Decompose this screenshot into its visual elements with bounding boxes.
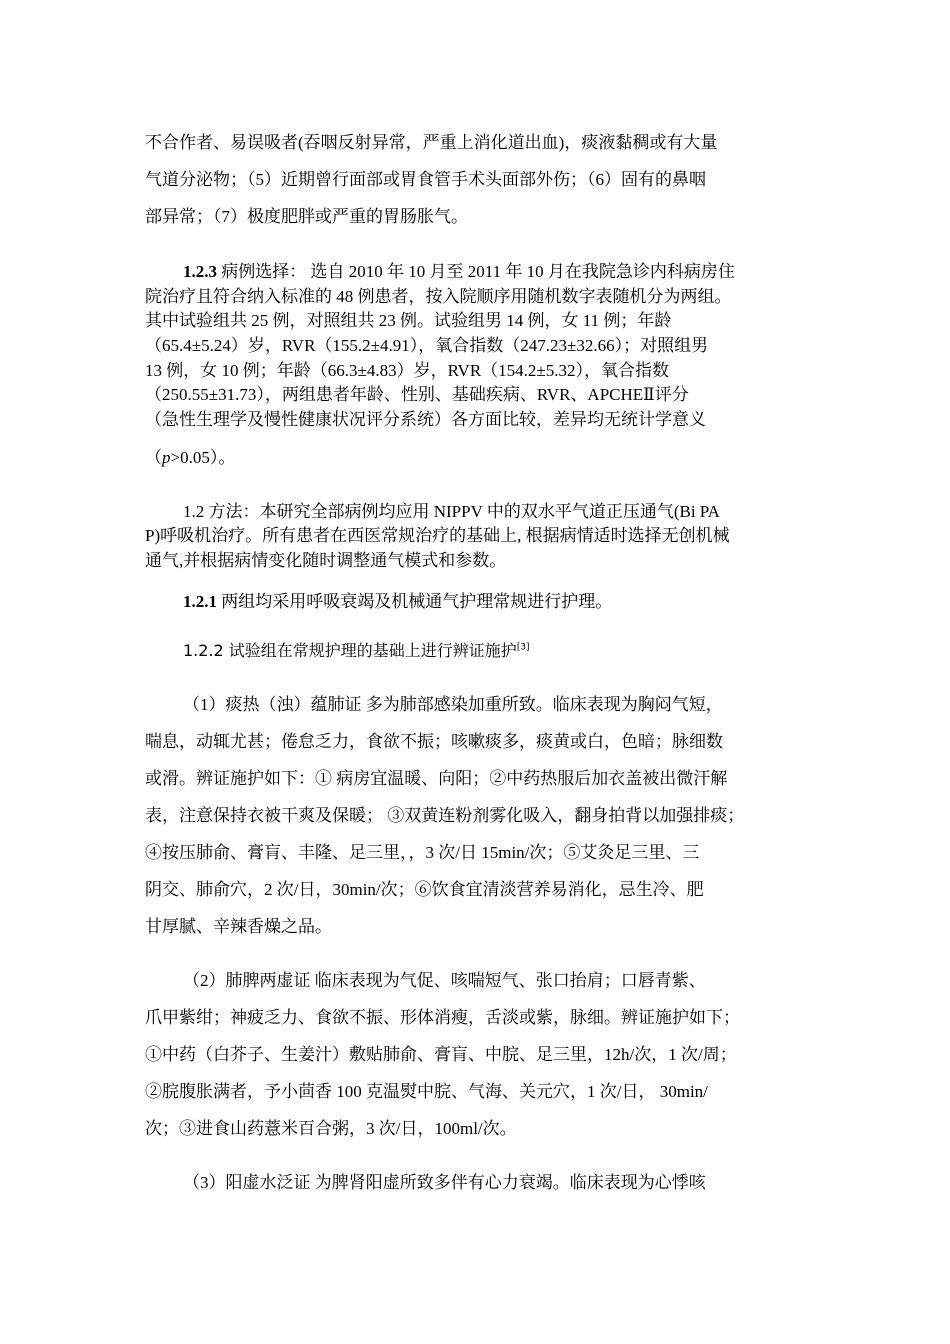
s123-line: （急性生理学及慢性健康状况评分系统）各方面比较，差异均无统计学意义 (145, 410, 706, 429)
sec2-line: （2）肺脾两虚证 临床表现为气促、咳喘短气、张口抬肩；口唇青紫、 (183, 971, 706, 990)
section-1-2-2: 1.2.2 试验组在常规护理的基础上进行辨证施护[3] (183, 641, 530, 660)
s123-p-value: （p>0.05）。 (145, 448, 236, 467)
p-variable: p (162, 448, 171, 467)
citation-ref: [3] (516, 642, 530, 653)
sec1-line: （1）痰热（浊）蕴肺证 多为肺部感染加重所致。临床表现为胸闷气短， (183, 695, 723, 714)
section-1-2-line: 1.2 方法：本研究全部病例均应用 NIPPV 中的双水平气道正压通气(Bi PA (183, 502, 720, 521)
s123-line: （65.4±5.24）岁，RVR（155.2±4.91），氧合指数（247.23±32.66）；对照组男 (145, 336, 709, 355)
intro-line-3: 部异常；（7）极度肥胖或严重的胃肠胀气。 (145, 207, 468, 226)
section-number: 1.2.1 (183, 592, 217, 611)
sec1-line: ④按压肺俞、膏肓、丰隆、足三里，，3 次/日 15min/次；⑤艾灸足三里、三 (145, 843, 700, 862)
section-number: 1.2.3 (183, 262, 217, 281)
sec2-line: ①中药（白芥子、生姜汁）敷贴肺俞、膏肓、中脘、足三里，12h/次，1 次/周； (145, 1045, 737, 1064)
section-1-2-line: P)呼吸机治疗。所有患者在西医常规治疗的基础上, 根据病情适时选择无创机械 (145, 526, 730, 545)
sec2-line: ②脘腹胀满者，予小茴香 100 克温熨中脘、气海、关元穴，1 次/日， 30min/ (145, 1082, 708, 1101)
section-1-2-3-first-line (183, 257, 735, 282)
sec2-line: 次；③进食山药薏米百合粥，3 次/日，100ml/次。 (145, 1119, 517, 1138)
sec1-line: 喘息，动辄尤甚；倦怠乏力，食欲不振；咳嗽痰多，痰黄或白，色暗；脉细数 (145, 732, 723, 751)
sec1-line: 表，注意保持衣被干爽及保暖； ③双黄连粉剂雾化吸入，翻身拍背以加强排痰； (145, 806, 745, 825)
intro-line-2: 气道分泌物；（5）近期曾行面部或胃食管手术头面部外伤；（6）固有的鼻咽 (145, 170, 706, 189)
sec1-line: 或滑。辨证施护如下：① 病房宜温暖、向阳；②中药热服后加衣盖被出微汗解 (145, 769, 728, 788)
section-1-2-1: 1.2.1 两组均采用呼吸衰竭及机械通气护理常规进行护理。 (183, 592, 613, 611)
s123-line: （250.55±31.73），两组患者年龄、性别、基础疾病、RVR、APCHEⅡ评分 (145, 385, 689, 404)
intro-line-1: 不合作者、易误吸者(吞咽反射异常，严重上消化道出血)，痰液黏稠或有大量 (145, 133, 718, 152)
s123-line: 院治疗且符合纳入标准的 48 例患者，按入院顺序用随机数字表随机分为两组。 (145, 287, 732, 306)
s123-line: 13 例，女 10 例；年龄（66.3±4.83）岁，RVR（154.2±5.32），氧合指数 (145, 361, 670, 380)
section-1-2-line: 通气,并根据病情变化随时调整通气模式和参数。 (145, 551, 507, 570)
s123-line: 其中试验组共 25 例，对照组共 23 例。试验组男 14 例，女 11 例；年龄 (145, 311, 672, 330)
sec3-line: （3）阳虚水泛证 为脾肾阳虚所致多伴有心力衰竭。临床表现为心悸咳 (183, 1173, 706, 1192)
section-text: 病例选择： 选自 2010 年 10 月至 2011 年 10 月在我院急诊内科病房住 (221, 262, 735, 281)
sec2-line: 爪甲紫绀；神疲乏力、食欲不振、形体消瘦，舌淡或紫，脉细。辨证施护如下； (145, 1008, 740, 1027)
sec1-line: 阴交、肺俞穴，2 次/日，30min/次；⑥饮食宜清淡营养易消化，忌生冷、肥 (145, 880, 704, 899)
sec1-line: 甘厚腻、辛辣香燥之品。 (145, 917, 332, 936)
